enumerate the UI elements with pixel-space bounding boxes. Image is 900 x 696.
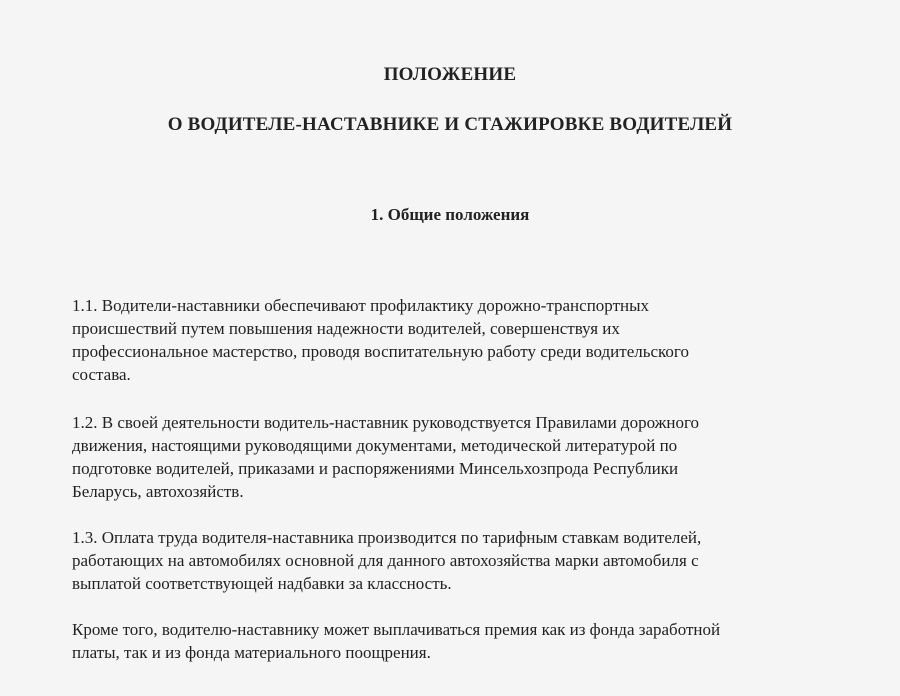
document-subtitle: О ВОДИТЕЛЕ-НАСТАВНИКЕ И СТАЖИРОВКЕ ВОДИТЕЛЕЙ	[167, 114, 733, 135]
paragraph-line: платы, так и из фонда материального поощрения.	[72, 643, 431, 662]
section-heading: 1. Общие положения	[370, 205, 530, 224]
paragraph-line: Беларусь, автохозяйств.	[72, 482, 244, 501]
paragraph-1-1	[72, 294, 852, 386]
paragraph-line: 1.2. В своей деятельности водитель-наставник руководствуется Правилами дорожного	[72, 413, 700, 432]
paragraph-line: движения, настоящими руководящими документами, методической литературой по	[72, 436, 678, 455]
paragraph-line: подготовке водителей, приказами и распоряжениями Минсельхозпрода Республики	[72, 459, 679, 478]
paragraph-line: 1.3. Оплата труда водителя-наставника производится по тарифным ставкам водителей,	[72, 528, 702, 547]
paragraph-line: Кроме того, водителю-наставнику может выплачиваться премия как из фонда заработной	[72, 620, 721, 639]
document-title: ПОЛОЖЕНИЕ	[383, 64, 517, 85]
paragraph-bonus	[72, 618, 852, 664]
paragraph-line: состава.	[72, 365, 131, 384]
paragraph-line: выплатой соответствующей надбавки за классность.	[72, 574, 452, 593]
paragraph-line: 1.1. Водители-наставники обеспечивают профилактику дорожно-транспортных	[72, 296, 650, 315]
paragraph-1-3	[72, 526, 852, 595]
paragraph-1-2	[72, 411, 852, 503]
paragraph-line: происшествий путем повышения надежности водителей, совершенствуя их	[72, 319, 620, 338]
paragraph-line: профессиональное мастерство, проводя воспитательную работу среди водительского	[72, 342, 689, 361]
paragraph-line: работающих на автомобилях основной для данного автохозяйства марки автомобиля с	[72, 551, 699, 570]
